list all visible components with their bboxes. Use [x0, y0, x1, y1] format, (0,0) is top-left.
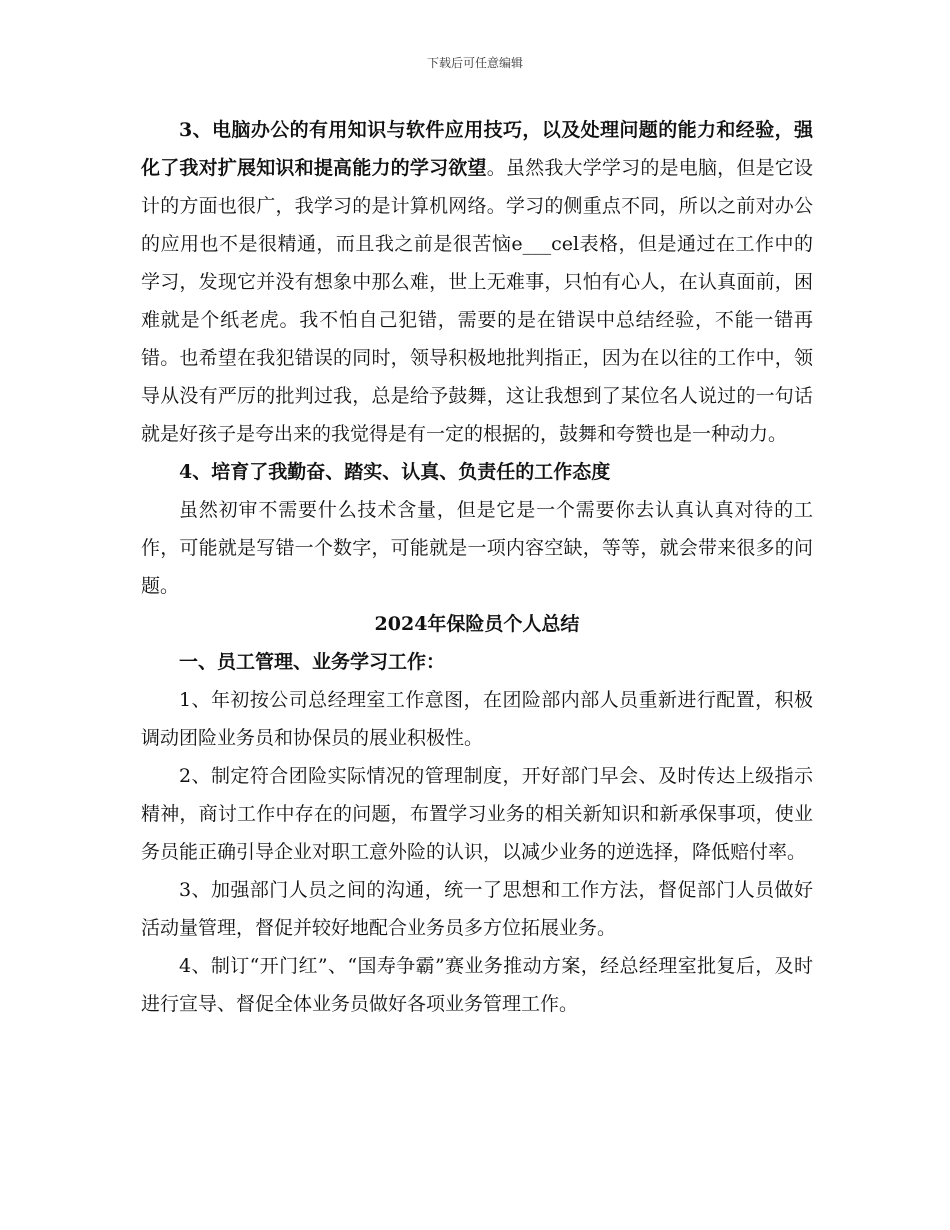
- list-item-3: 3、加强部门人员之间的沟通，统一了思想和工作方法，督促部门人员做好活动量管理，督促并较好地配合业务员多方位拓展业务。: [141, 879, 813, 939]
- document-body: [141, 111, 813, 1023]
- paragraph-computer-skills: [141, 111, 813, 453]
- page-header: 下载后可任意编辑: [426, 56, 523, 70]
- paragraph-lead-bold: 3、电脑办公的有用知识与软件应用技巧，以及处理问题的能力和经验，强化了我对扩展知识和提高能力的学习欲望: [141, 119, 813, 179]
- paragraph-heading-work-attitude: 4、培育了我勤奋、踏实、认真、负责任的工作态度: [179, 461, 611, 483]
- list-item-1: 1、年初按公司总经理室工作意图，在团险部内部人员重新进行配置，积极调动团险业务员和协保员的展业积极性。: [141, 689, 813, 749]
- list-item-4: 4、制订“开门红”、“国寿争霸”赛业务推动方案，经总经理室批复后，及时进行宣导、督促全体业务员做好各项业务管理工作。: [141, 955, 813, 1015]
- list-item-2: 2、制定符合团险实际情况的管理制度，开好部门早会、及时传达上级指示精神，商讨工作中存在的问题，布置学习业务的相关新知识和新承保事项，使业务员能正确引导企业对职工意外险的认识，以减少业务的逆选择，降低赔付率。: [141, 765, 813, 863]
- paragraph-review-work: 虽然初审不需要什么技术含量，但是它是一个需要你去认真认真对待的工作，可能就是写错一个数字，可能就是一项内容空缺，等等，就会带来很多的问题。: [141, 499, 813, 597]
- section-title: 2024年保险员个人总结: [374, 613, 580, 635]
- paragraph-body-text: 。虽然我大学学习的是电脑，但是它设计的方面也很广，我学习的是计算机网络。学习的侧重点不同，所以之前对办公的应用也不是很精通，而且我之前是很苦恼e___cel表格，但是通过在工作中的学习，发现它并没有想象中那么难，世上无难事，只怕有心人，在认真面前，困难就是个纸老虎。我不怕自己犯错，需要的是在错误中总结经验，不能一错再错。也希望在我犯错误的同时，领导积极地批判指正，因为在以往的工作中，领导从没有严厉的批判过我，总是给予鼓舞，这让我想到了某位名人说过的一句话就是好孩子是夸出来的我觉得是有一定的根据的，鼓舞和夸赞也是一种动力。: [141, 157, 813, 445]
- section-subheading: 一、员工管理、业务学习工作：: [179, 651, 446, 673]
